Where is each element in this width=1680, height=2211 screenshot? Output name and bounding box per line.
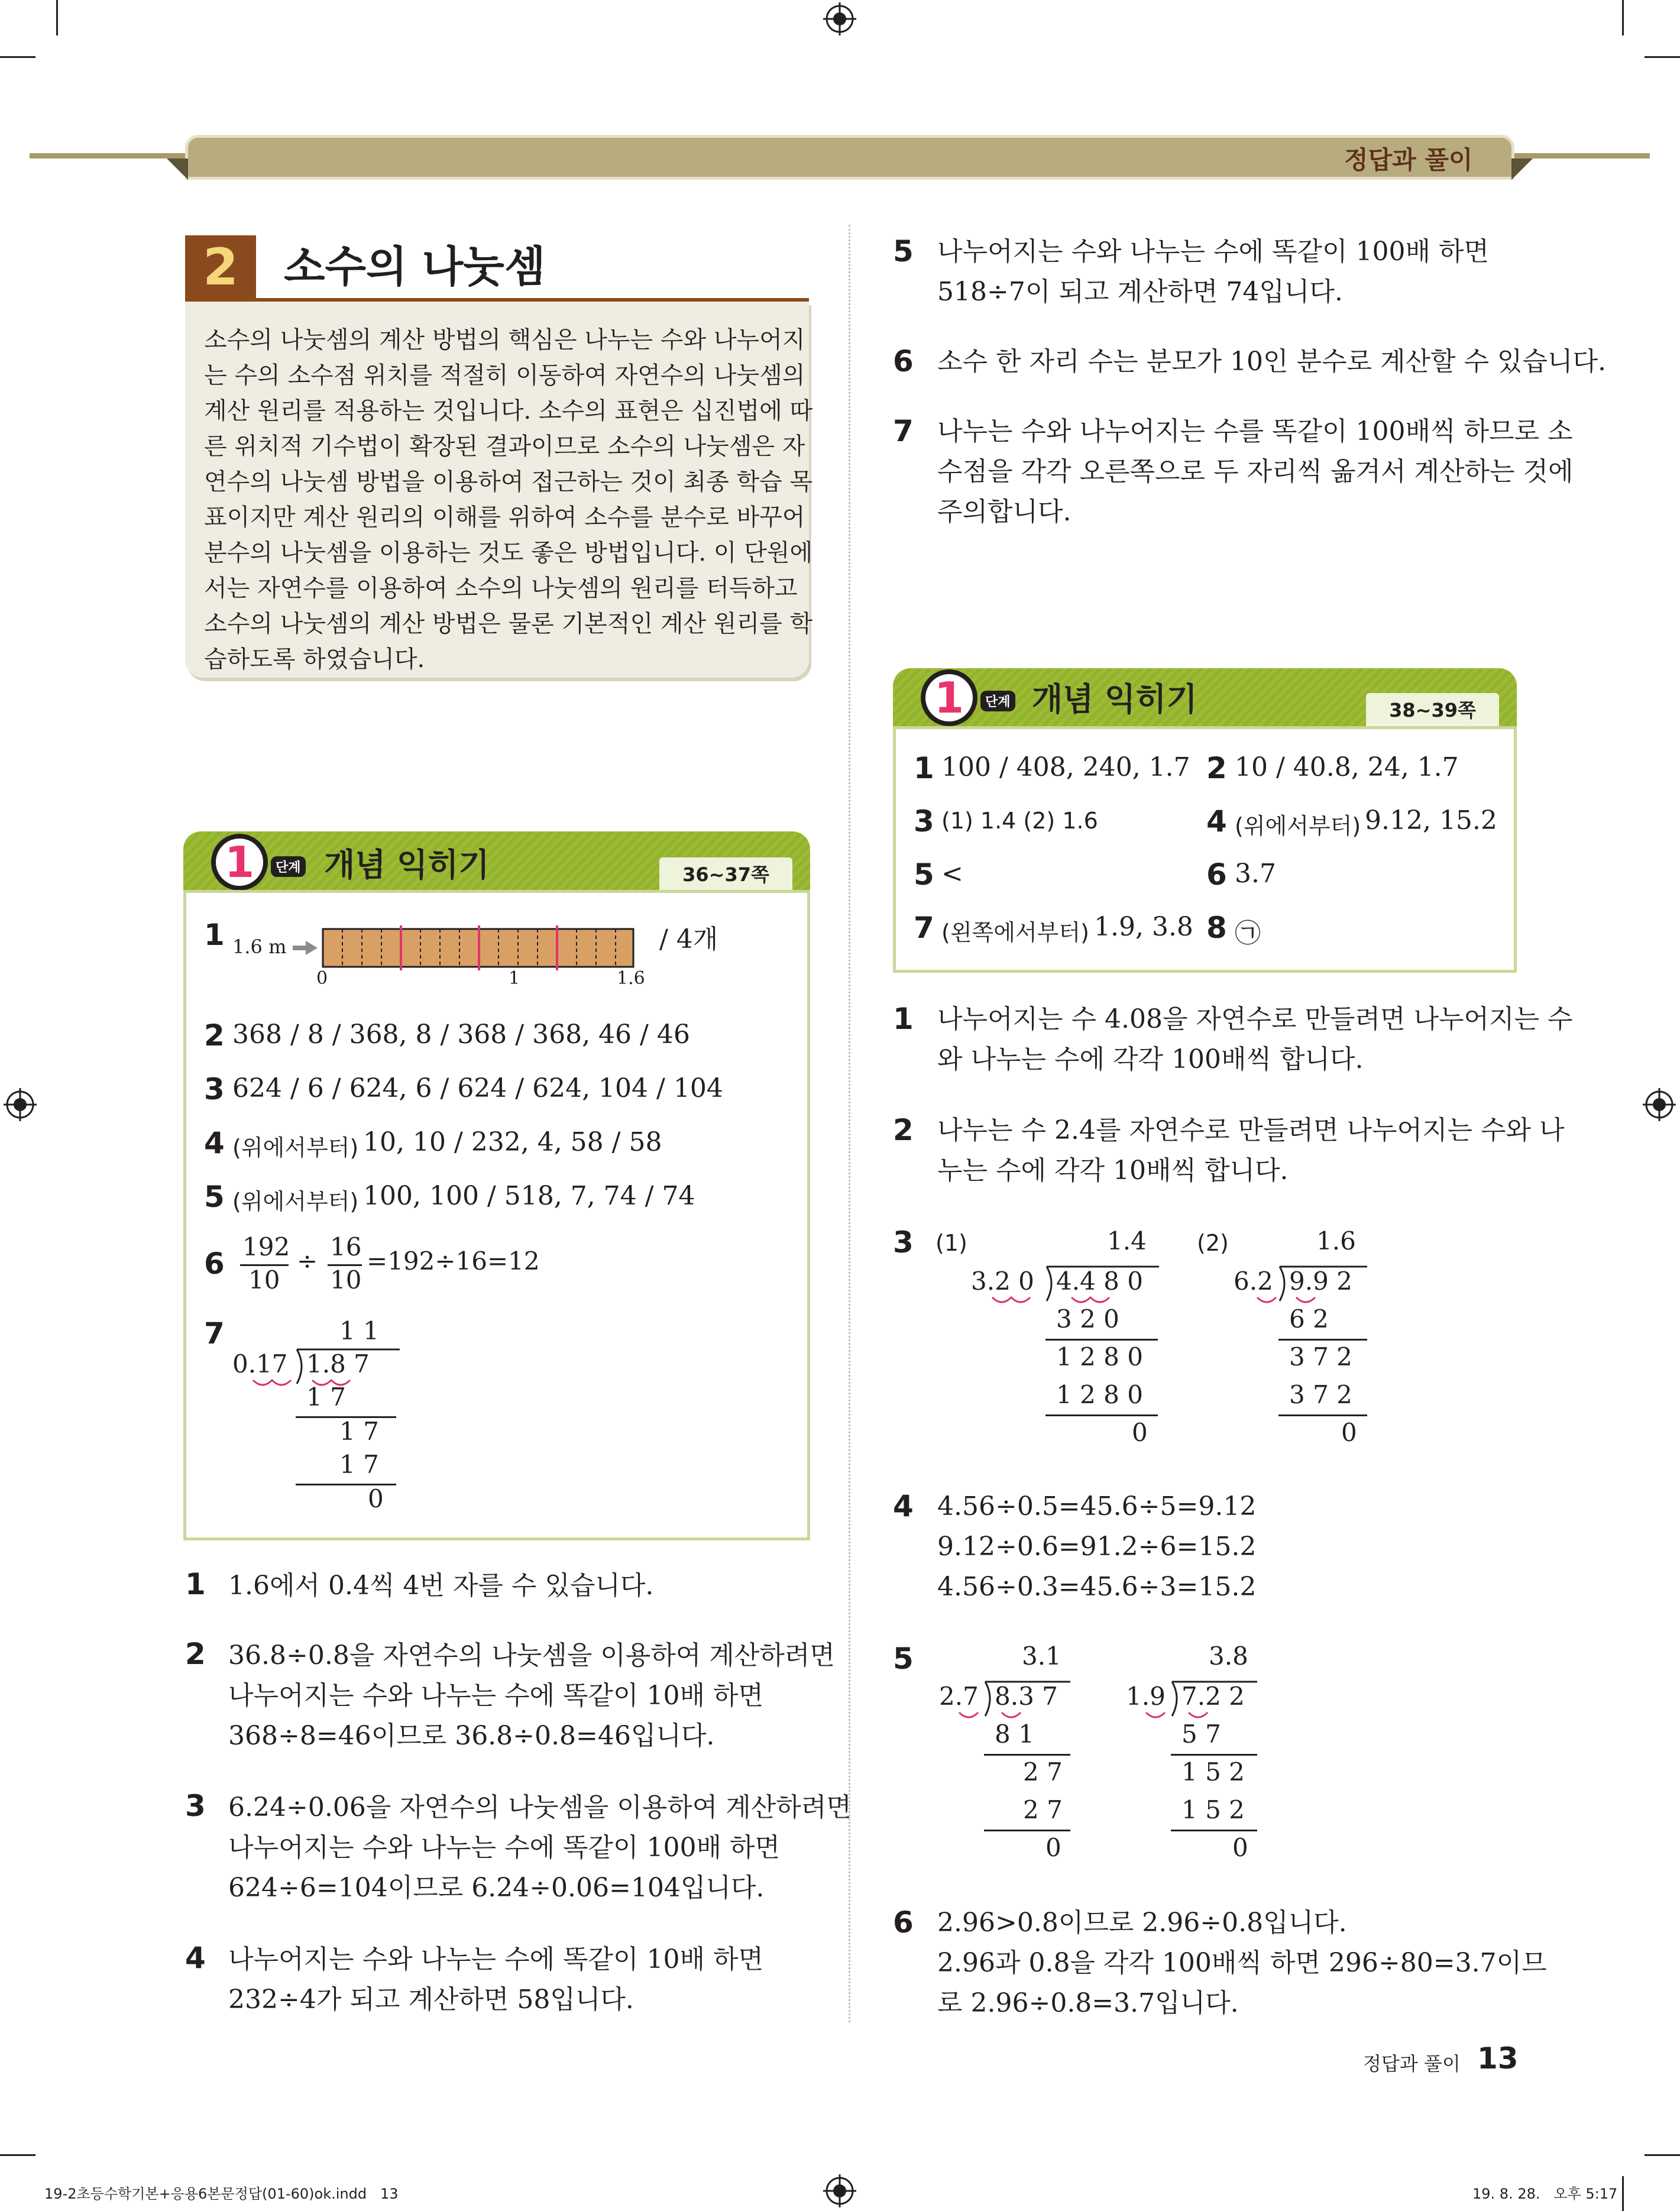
q-number: 2 [1206, 751, 1227, 785]
q-number: 1 [204, 918, 225, 952]
tape-tick-0: 0 [316, 968, 328, 989]
fraction-denominator: 10 [248, 1265, 280, 1294]
explanation-number: 4 [185, 1941, 206, 1975]
explanation-line: 36.8÷0.8을 자연수의 나눗셈을 이용하여 계산하려면 [228, 1640, 835, 1671]
registration-mark-icon [823, 2174, 856, 2207]
part-label: (1) [936, 1230, 967, 1256]
division-row: 6 2 [1289, 1304, 1329, 1333]
division-row: 0 [368, 1484, 384, 1513]
column-divider [849, 225, 850, 2022]
division-row: 0 [1045, 1833, 1061, 1862]
answer-text: 624 / 6 / 624, 6 / 624 / 624, 104 / 104 [232, 1073, 723, 1103]
q-number: 5 [204, 1180, 225, 1214]
equation-rest: =192÷16=12 [367, 1247, 540, 1276]
left-box-step-tag: 단계 [271, 856, 306, 877]
slug-file: 19-2초등수학기본+응용6본문정답(01-60)ok.indd 13 [44, 2186, 399, 2202]
explanation-line: 나누는 수와 나누어지는 수를 똑같이 100배씩 하므로 소 [937, 416, 1573, 446]
intro-line: 연수의 나눗셈 방법을 이용하여 접근하는 것이 최종 학습 목 [204, 468, 813, 496]
explanation-line: 4.56÷0.5=45.6÷5=9.12 [937, 1491, 1257, 1522]
tape-tick-1: 1 [509, 968, 520, 989]
explanation-line: 나누어지는 수와 나누는 수에 똑같이 100배 하면 [228, 1833, 780, 1863]
right-box-title: 개념 익히기 [1032, 681, 1197, 718]
answer-text: 368 / 8 / 368, 8 / 368 / 368, 46 / 46 [232, 1019, 690, 1050]
footer-label: 정답과 풀이 [1363, 2053, 1461, 2075]
left-box-title: 개념 익히기 [324, 846, 490, 883]
explanation-number: 4 [893, 1489, 914, 1523]
division-rule [984, 1830, 1070, 1831]
explanation-line: 2.96>0.8이므로 2.96÷0.8입니다. [937, 1908, 1347, 1938]
explanation-number: 6 [893, 344, 914, 378]
header-label: 정답과 풀이 [1344, 145, 1473, 174]
crop-mark [1645, 2154, 1680, 2156]
explanation-number: 5 [893, 234, 914, 268]
section-title: 소수의 나눗셈 [284, 242, 546, 292]
crop-mark [1622, 0, 1624, 35]
explanation-line: 518÷7이 되고 계산하면 74입니다. [937, 277, 1343, 307]
q-number: 2 [204, 1018, 225, 1053]
division-rule [1278, 1339, 1367, 1341]
part-label: (2) [1197, 1230, 1229, 1256]
header-bar [185, 135, 1514, 180]
page-number: 13 [1477, 2041, 1519, 2076]
quotient: 1 1 [339, 1316, 379, 1345]
explanation-line: 수점을 각각 오른쪽으로 두 자리씩 옮겨서 계산하는 것에 [937, 457, 1574, 487]
divisor: 6.2 [1234, 1267, 1273, 1296]
answer-prefix: (위에서부터) [232, 1135, 359, 1161]
dividend: 1.8 7 [306, 1349, 370, 1378]
quotient: 3.1 [1022, 1642, 1061, 1671]
intro-line: 서는 자연수를 이용하여 소수의 나눗셈의 원리를 터득하고 [204, 575, 798, 602]
answer-prefix: (위에서부터) [1235, 813, 1361, 839]
explanation-number: 3 [893, 1225, 914, 1260]
fraction-numerator: 192 [242, 1232, 290, 1261]
crop-mark [56, 0, 58, 35]
division-row: 0 [1132, 1418, 1148, 1447]
division-row: 1 7 [339, 1450, 379, 1479]
q-number: 4 [1206, 804, 1227, 839]
explanation-line: 나누는 수 2.4를 자연수로 만들려면 나누어지는 수와 나 [937, 1115, 1565, 1145]
answer-text: 3.7 [1235, 859, 1276, 889]
answer-text: 100, 100 / 518, 7, 74 / 74 [363, 1181, 695, 1211]
intro-line: 는 수의 소수점 위치를 적절히 이동하여 자연수의 나눗셈의 [204, 362, 805, 389]
division-rule [1171, 1754, 1257, 1756]
division-row: 1 7 [306, 1383, 346, 1412]
explanation-line: 4.56÷0.3=45.6÷3=15.2 [937, 1572, 1257, 1602]
answer-text: 100 / 408, 240, 1.7 [941, 752, 1190, 782]
crop-mark [0, 2154, 35, 2156]
division-rule [1278, 1414, 1367, 1416]
registration-mark-icon [823, 2, 856, 35]
explanation-number: 2 [893, 1113, 914, 1147]
right-box-step-badge: 1 [921, 669, 977, 726]
crop-mark [1645, 56, 1680, 58]
division-row: 5 7 [1181, 1720, 1221, 1749]
explanation-line: 624÷6=104이므로 6.24÷0.06=104입니다. [228, 1873, 765, 1903]
q-number: 1 [914, 751, 934, 785]
division-row: 1 5 2 [1181, 1757, 1245, 1786]
answer-prefix: (위에서부터) [232, 1189, 359, 1215]
q-number: 4 [204, 1126, 225, 1160]
explanation-number: 1 [185, 1567, 206, 1601]
divisor: 3.2 0 [971, 1267, 1034, 1296]
header-corner-right-icon [1511, 158, 1533, 180]
quotient: 1.4 [1107, 1226, 1147, 1255]
header-corner-left-icon [167, 158, 188, 180]
explanation-number: 3 [185, 1789, 206, 1823]
division-row: 2 7 [1023, 1795, 1063, 1824]
q-number: 3 [204, 1072, 225, 1106]
registration-mark-icon [1643, 1088, 1676, 1121]
answer-text: ㉠ [1235, 918, 1261, 949]
intro-box [185, 302, 813, 678]
right-box-pages: 38~39쪽 [1366, 693, 1499, 726]
answer-text: (1) 1.4 (2) 1.6 [941, 808, 1098, 834]
tape-length-label: 1.6 m [232, 935, 287, 958]
q-number: 8 [1206, 911, 1227, 945]
answer-prefix: (왼쪽에서부터) [941, 920, 1089, 946]
division-rule [984, 1754, 1070, 1756]
explanation-line: 로 2.96÷0.8=3.7입니다. [937, 1988, 1239, 2018]
division-row: 2 7 [1023, 1757, 1063, 1786]
tape-diagram [319, 925, 650, 972]
fraction-denominator: 10 [330, 1265, 362, 1294]
division-rule [1045, 1414, 1158, 1416]
answer-text: 9.12, 15.2 [1365, 805, 1497, 836]
explanation-line: 2.96과 0.8을 각각 100배씩 하면 296÷80=3.7이므 [937, 1948, 1547, 1978]
q-number: 6 [204, 1247, 225, 1281]
intro-line: 분수의 나눗셈을 이용하는 것도 좋은 방법입니다. 이 단원에 [204, 539, 813, 566]
operator: ÷ [297, 1247, 318, 1276]
answer-text: 10, 10 / 232, 4, 58 / 58 [363, 1127, 662, 1157]
q-number: 7 [204, 1316, 225, 1351]
explanation-number: 5 [893, 1642, 914, 1676]
slug-date: 19. 8. 28. 오후 5:17 [1472, 2186, 1618, 2202]
q-number: 3 [914, 804, 934, 839]
division-row: 8 1 [995, 1720, 1034, 1749]
explanation-line: 주의합니다. [937, 497, 1072, 527]
division-row: 1 2 8 0 [1056, 1380, 1143, 1409]
explanation-line: 368÷8=46이므로 36.8÷0.8=46입니다. [228, 1721, 715, 1751]
crop-mark [0, 56, 35, 58]
dividend: 8.3 7 [995, 1682, 1058, 1711]
q-number: 5 [914, 857, 934, 892]
registration-mark-icon [4, 1088, 37, 1121]
divisor: 1.9 [1126, 1682, 1166, 1711]
fraction-numerator: 16 [330, 1232, 362, 1261]
quotient: 1.6 [1316, 1226, 1356, 1255]
explanation-line: 와 나누는 수에 각각 100배씩 합니다. [937, 1044, 1364, 1074]
explanation-number: 2 [185, 1637, 206, 1671]
dividend: 7.2 2 [1181, 1682, 1245, 1711]
division-row: 0 [1341, 1418, 1357, 1447]
divisor: 0.17 [232, 1349, 288, 1378]
crop-mark [1622, 2176, 1624, 2211]
answer-text: < [941, 859, 963, 889]
explanation-line: 232÷4가 되고 계산하면 58입니다. [228, 1985, 634, 2015]
division-row: 1 2 8 0 [1056, 1342, 1143, 1371]
division-row: 1 5 2 [1181, 1795, 1245, 1824]
division-row: 0 [1232, 1833, 1248, 1862]
left-box-step-badge: 1 [211, 834, 268, 891]
division-row: 3 2 0 [1056, 1304, 1119, 1333]
answer-text: 1.9, 3.8 [1094, 912, 1193, 942]
quotient: 3.8 [1209, 1642, 1248, 1671]
explanation-line: 6.24÷0.06을 자연수의 나눗셈을 이용하여 계산하려면 [228, 1792, 852, 1822]
explanation-number: 1 [893, 1002, 914, 1036]
dividend: 9.9 2 [1289, 1267, 1352, 1296]
intro-line: 표이지만 계산 원리의 이해를 위하여 소수를 분수로 바꾸어 [204, 504, 805, 531]
left-box-pages: 36~37쪽 [659, 857, 792, 891]
division-row: 3 7 2 [1289, 1342, 1352, 1371]
division-rule [1045, 1339, 1158, 1341]
explanation-line: 9.12÷0.6=91.2÷6=15.2 [937, 1532, 1257, 1562]
explanation-number: 6 [893, 1905, 914, 1940]
tape-tick-end: 1.6 [617, 968, 645, 989]
explanation-line: 나누어지는 수와 나누는 수에 똑같이 100배 하면 [937, 237, 1489, 267]
intro-line: 소수의 나눗셈의 계산 방법의 핵심은 나누는 수와 나누어지 [204, 326, 805, 354]
explanation-line: 소수 한 자리 수는 분모가 10인 분수로 계산할 수 있습니다. [937, 347, 1606, 377]
division-row: 3 7 2 [1289, 1380, 1352, 1409]
arrow-right-icon [293, 940, 318, 956]
intro-line: 른 위치적 기수법이 확장된 결과이므로 소수의 나눗셈은 자 [204, 433, 805, 460]
section-number: 2 [185, 235, 256, 299]
division-row: 1 7 [339, 1417, 379, 1446]
dividend: 4.4 8 0 [1056, 1267, 1143, 1296]
intro-line: 계산 원리를 적용하는 것입니다. 소수의 표현은 십진법에 따 [204, 397, 813, 425]
tape-answer: / 4개 [659, 924, 718, 954]
explanation-line: 나누어지는 수 4.08을 자연수로 만들려면 나누어지는 수 [937, 1004, 1573, 1034]
explanation-line: 1.6에서 0.4씩 4번 자를 수 있습니다. [228, 1571, 654, 1601]
divisor: 2.7 [939, 1682, 979, 1711]
explanation-line: 나누어지는 수와 나누는 수에 똑같이 10배 하면 [228, 1681, 763, 1711]
q-number: 7 [914, 911, 934, 945]
intro-line: 소수의 나눗셈의 계산 방법은 물론 기본적인 계산 원리를 학 [204, 610, 813, 637]
explanation-number: 7 [893, 414, 914, 448]
intro-line: 습하도록 하였습니다. [204, 646, 425, 673]
explanation-line: 나누어지는 수와 나누는 수에 똑같이 10배 하면 [228, 1944, 763, 1974]
right-box-step-tag: 단계 [980, 691, 1015, 711]
q-number: 6 [1206, 857, 1227, 892]
explanation-line: 누는 수에 각각 10배씩 합니다. [937, 1155, 1289, 1186]
division-rule [1171, 1830, 1257, 1831]
answer-text: 10 / 40.8, 24, 1.7 [1235, 752, 1459, 782]
